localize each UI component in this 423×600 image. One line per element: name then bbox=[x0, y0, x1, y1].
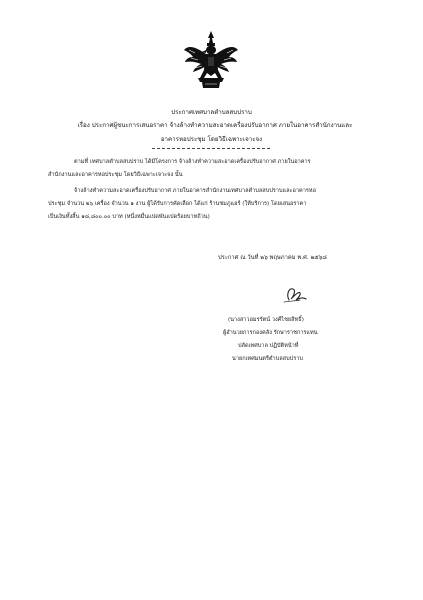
subject-line-2: อาคารหอประชุม โดยวิธีเฉพาะเจาะจง bbox=[160, 136, 263, 143]
signer-title-1: ผู้อำนวยการกองคลัง รักษาราชการแทน bbox=[223, 330, 318, 336]
signer-name: (นางสาวอมรรัตน์ วงศ์ไชยสิทธิ์) bbox=[228, 317, 304, 323]
paragraph-1-line-2: สำนักงานและอาคารหอประชุม โดยวิธีเฉพาะเจาะจง นั้น bbox=[48, 172, 183, 178]
subject-line-1: เรื่อง ประกาศผู้ชนะการเสนอราคา จ้างล้างทำความสะอาดเครื่องปรับอากาศ ภายในอาคารสำนักงานและ bbox=[77, 122, 353, 129]
paragraph-1-line-1: ตามที่ เทศบาลตำบลสบปราบ ได้มีโครงการ จ้างล้างทำความสะอาดเครื่องปรับอากาศ ภายในอาคาร bbox=[74, 159, 311, 165]
paragraph-2-line-1: จ้างล้างทำความสะอาดเครื่องปรับอากาศ ภายในอาคารสำนักงานเทศบาลตำบลสบปราบและอาคารหอ bbox=[74, 188, 316, 194]
issuing-agency-heading: ประกาศเทศบาลตำบลสบปราบ bbox=[171, 109, 252, 116]
paragraph-2-line-3: เป็นเงินทั้งสิ้น ๑๘,๘๐๐.๐๐ บาท (หนึ่งหมื่นแปดพันแปดร้อยบาทถ้วน) bbox=[48, 214, 210, 220]
garuda-emblem-icon bbox=[183, 30, 239, 90]
signer-title-2: ปลัดเทศบาล ปฏิบัติหน้าที่ bbox=[238, 343, 299, 349]
paragraph-2-line-2: ประชุม จำนวน ๒๖ เครื่อง จำนวน ๑ งาน ผู้ได้รับการคัดเลือก ได้แก่ ร้านชมภูแอร์ (ให้บริการ) โดยเสนอราคา bbox=[48, 201, 307, 207]
announcement-date: ประกาศ ณ วันที่ ๒๖ พฤษภาคม พ.ศ. ๒๕๖๘ bbox=[218, 255, 327, 261]
heading-divider bbox=[152, 148, 270, 149]
signature-icon bbox=[280, 283, 310, 307]
signer-title-3: นายกเทศมนตรีตำบลสบปราบ bbox=[232, 356, 303, 362]
